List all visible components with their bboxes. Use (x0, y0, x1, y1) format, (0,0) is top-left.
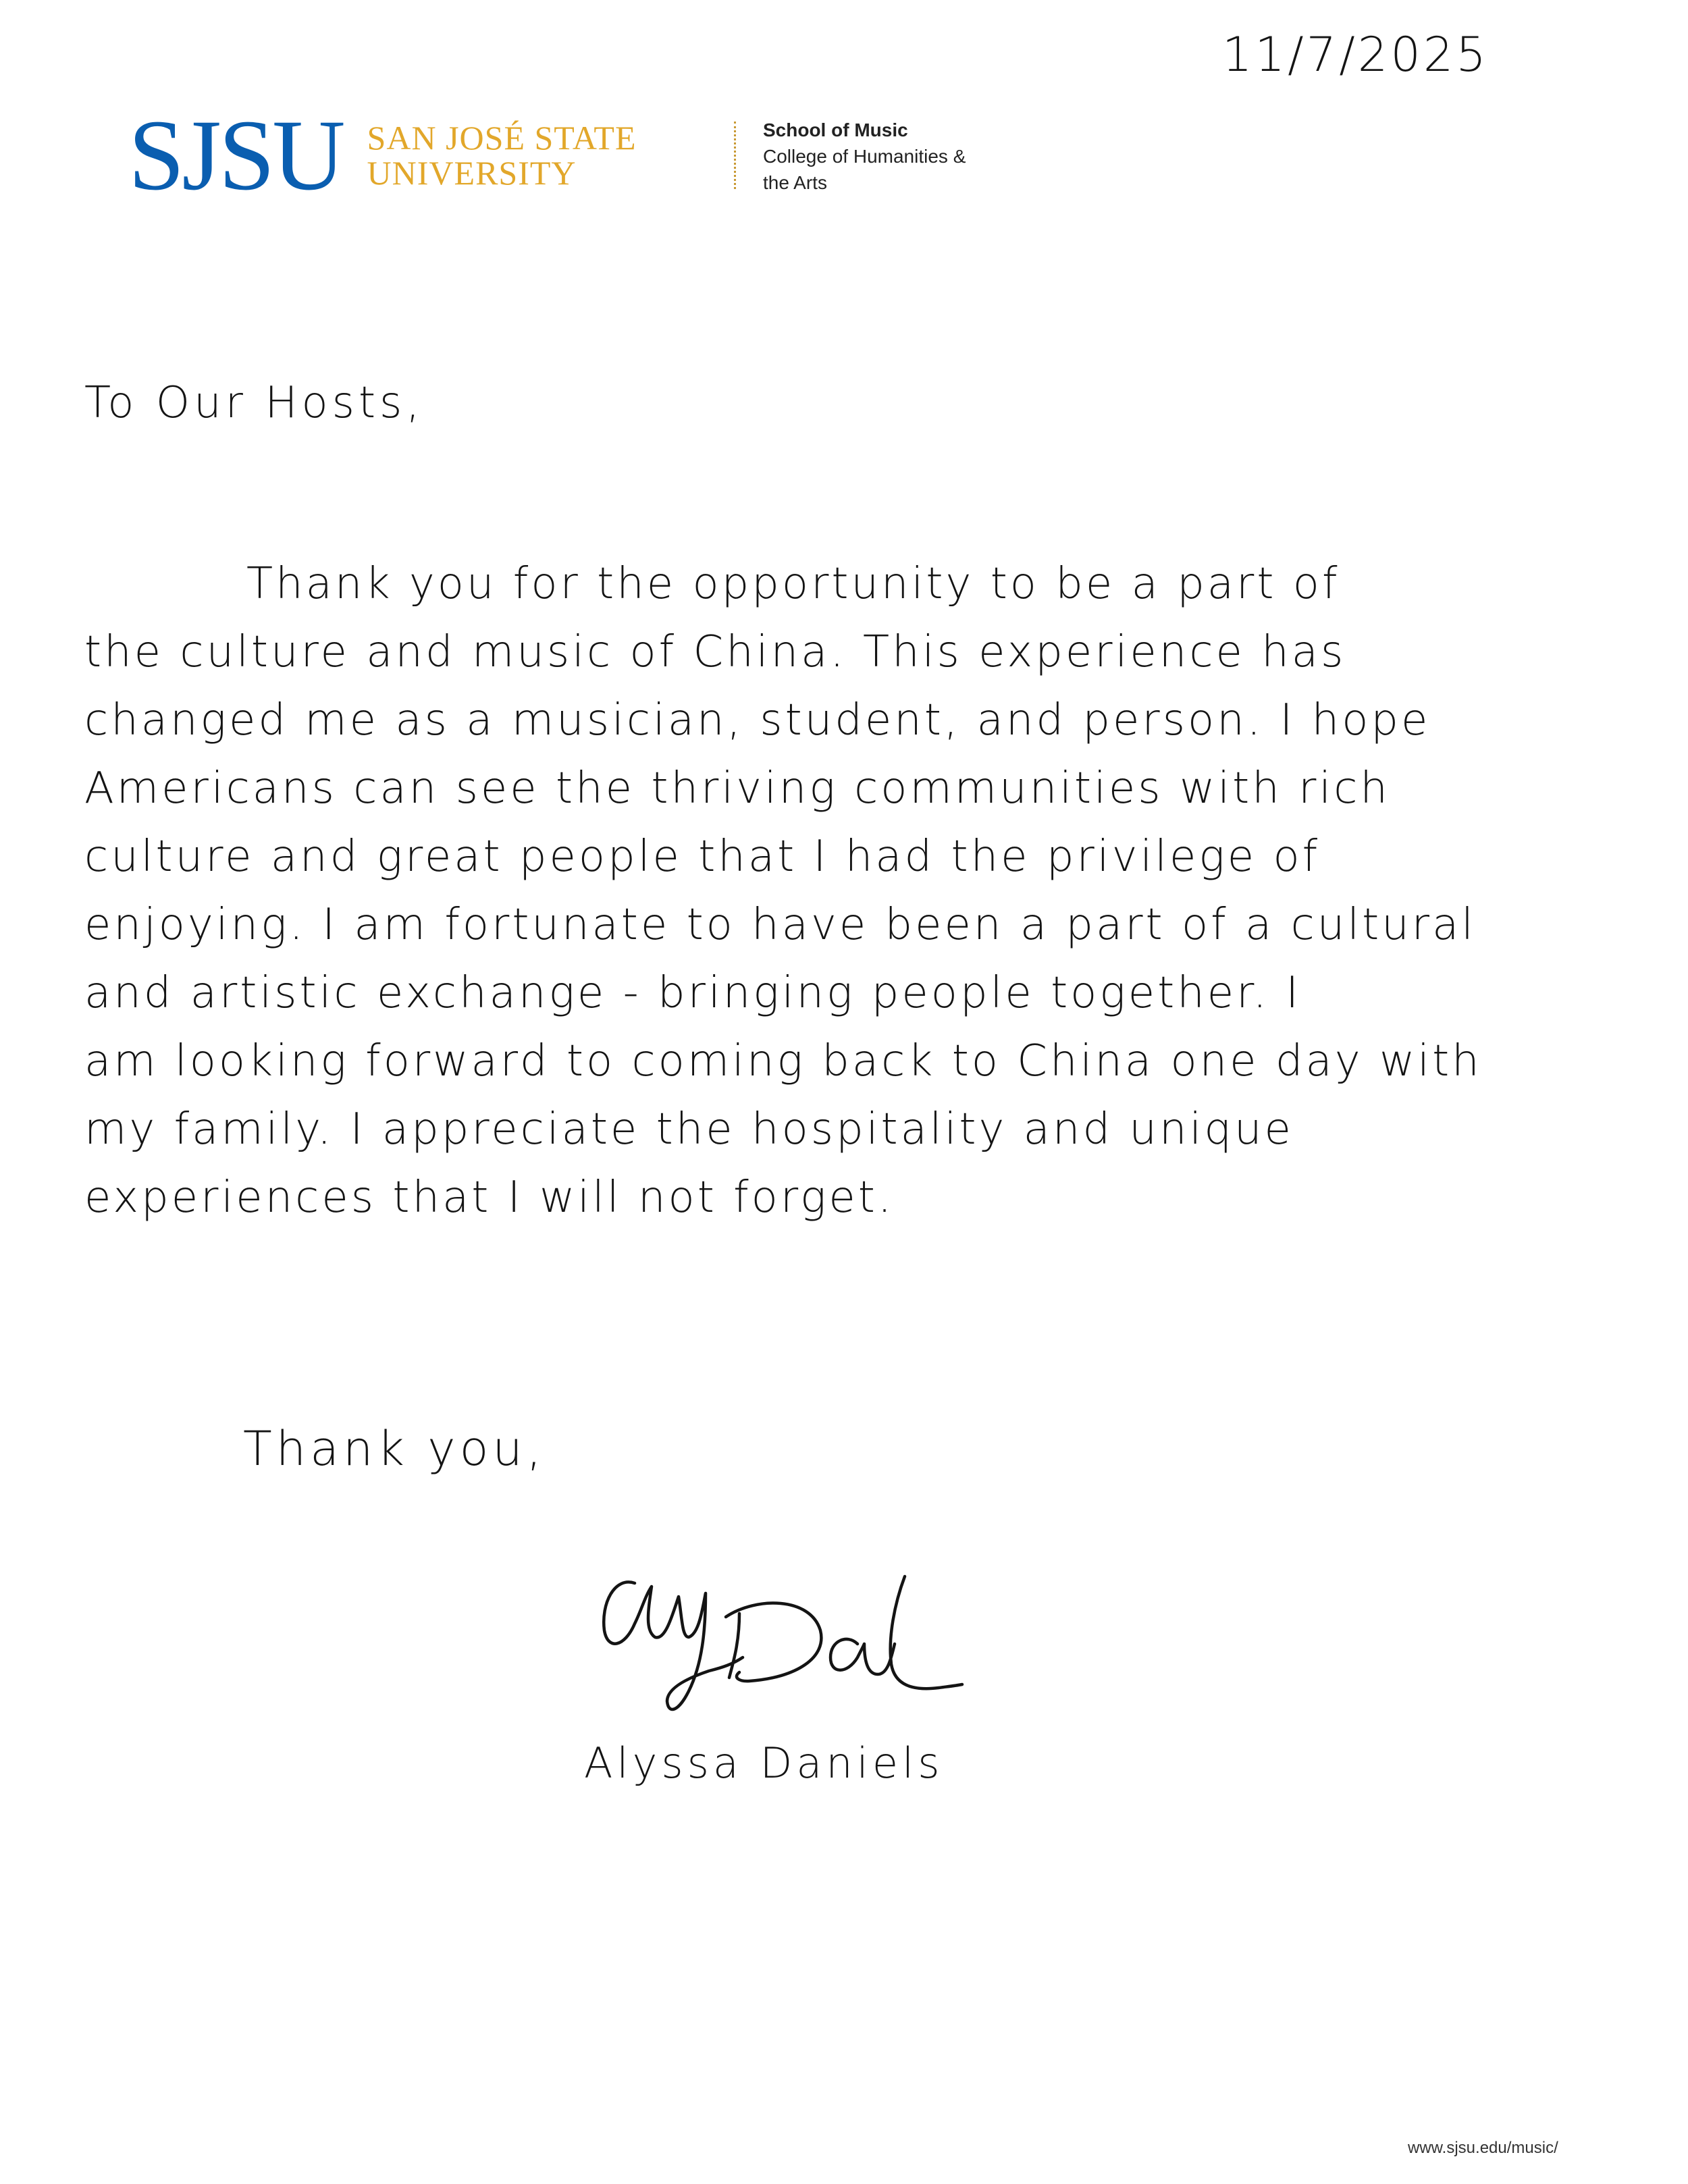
body-line: and artistic exchange - bringing people together. I (84, 968, 1302, 1018)
department-block (763, 117, 966, 196)
body-line: culture and great people that I had the privilege of (84, 832, 1321, 882)
closing: Thank you, (243, 1421, 546, 1476)
college-line1: College of Humanities & (763, 146, 966, 167)
letterhead (128, 99, 637, 211)
letter-date: 11/7/2025 (1222, 27, 1489, 82)
body-line: am looking forward to coming back to China one day with (84, 1036, 1482, 1086)
body-line: experiences that I will not forget. (84, 1173, 895, 1223)
university-name-line2: UNIVERSITY (367, 154, 577, 192)
handwritten-signature (587, 1556, 966, 1732)
university-name-line1: SAN JOSÉ STATE (367, 118, 637, 157)
sjsu-logo: SJSU (128, 99, 343, 211)
body-line: the culture and music of China. This experience has (84, 627, 1346, 677)
salutation: To Our Hosts, (84, 378, 424, 428)
department-name: School of Music (763, 119, 908, 140)
signer-name: Alyssa Daniels (584, 1738, 944, 1788)
college-line2: the Arts (763, 172, 827, 194)
body-line: my family. I appreciate the hospitality and unique (84, 1104, 1294, 1154)
university-name (367, 120, 637, 191)
body-line: Americans can see the thriving communities with rich (84, 764, 1390, 814)
body-line: Thank you for the opportunity to be a part of (246, 559, 1340, 609)
letter-body (84, 550, 1604, 1232)
body-line: changed me as a musician, student, and person. I hope (84, 695, 1431, 745)
footer-url: www.sjsu.edu/music/ (1408, 2139, 1558, 2157)
letterhead-divider (734, 122, 736, 189)
body-line: enjoying. I am fortunate to have been a part of a cultural (84, 900, 1477, 950)
